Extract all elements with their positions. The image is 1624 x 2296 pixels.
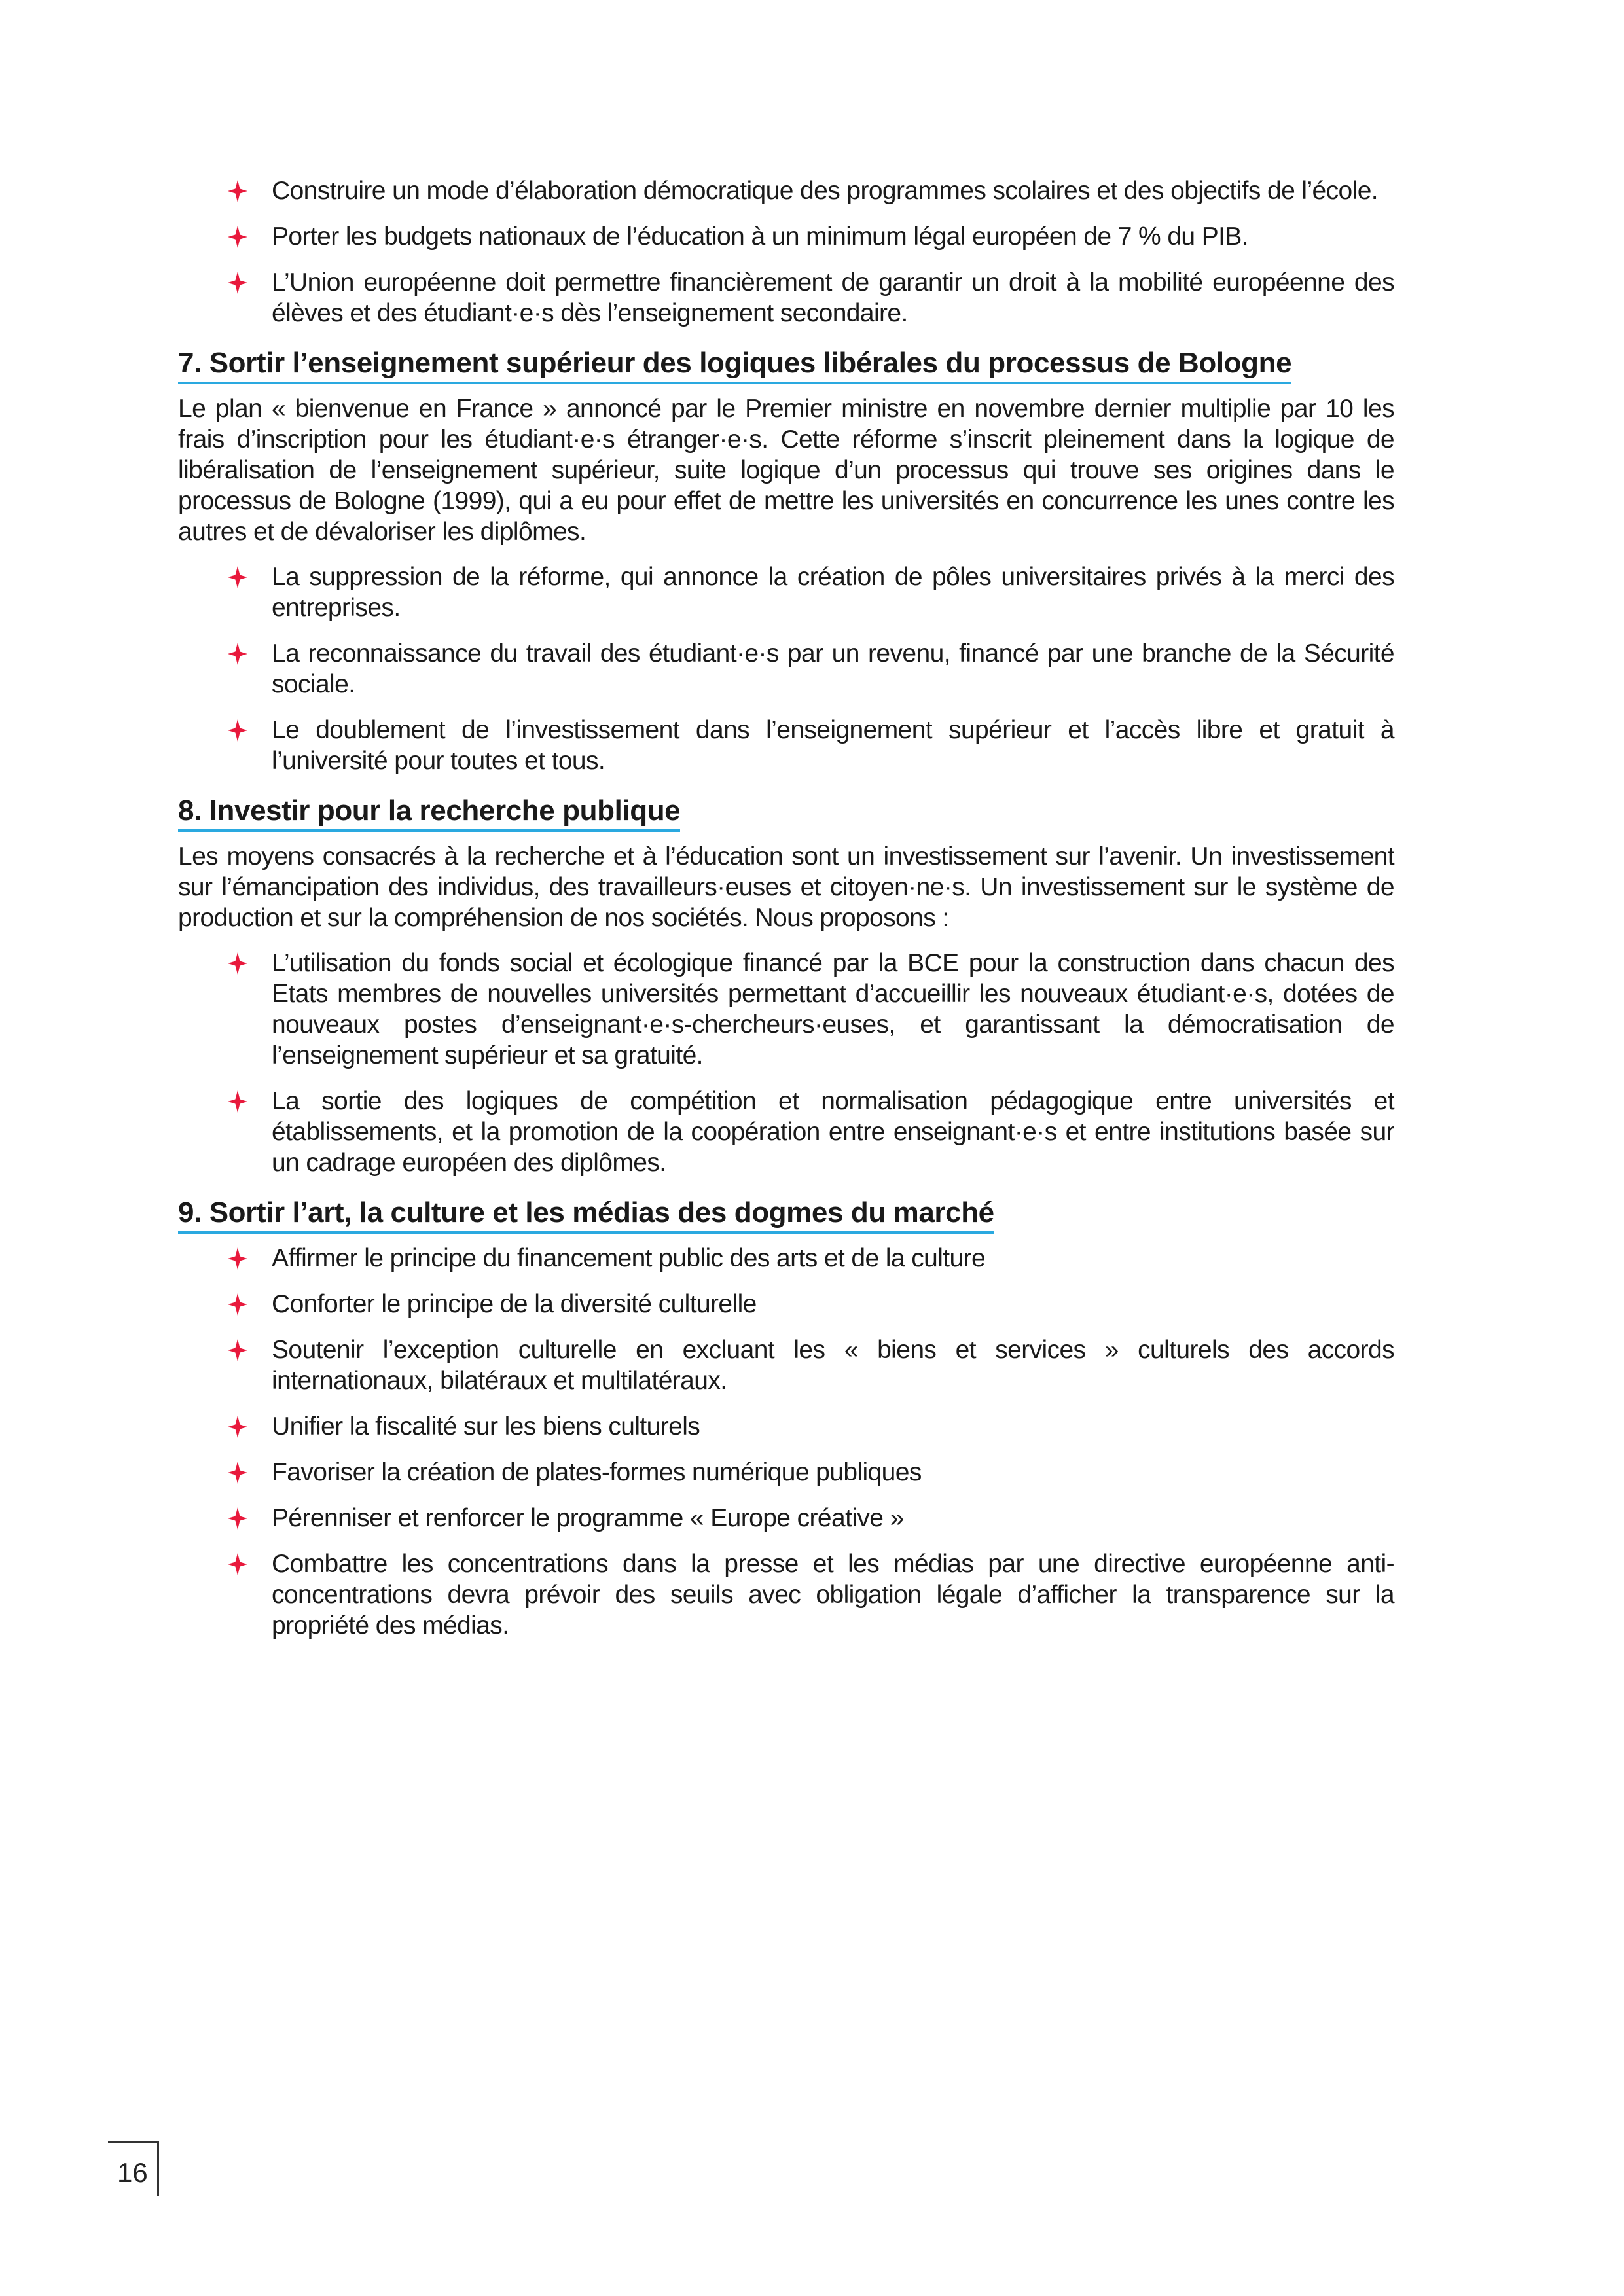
section-8: [178, 791, 1394, 1178]
list-item: [272, 715, 1394, 776]
list-item: [272, 221, 1394, 252]
bullet-text: Affirmer le principe du financement public des arts et de la culture: [272, 1244, 986, 1272]
bullet-text: Conforter le principe de la diversité culturelle: [272, 1290, 757, 1318]
list-item: [272, 267, 1394, 329]
bullet-text: Construire un mode d’élaboration démocratique des programmes scolaires et des objectifs de l’école.: [272, 177, 1379, 205]
list-item: [272, 1503, 1394, 1534]
bullet-text: Soutenir l’exception culturelle en excluant les « biens et services » culturels des accords internationaux, bilatéraux et multilatéraux.: [272, 1336, 1394, 1395]
section-7: [178, 344, 1394, 776]
list-item: [272, 562, 1394, 623]
bullet-text: La suppression de la réforme, qui annonce la création de pôles universitaires privés à la merci des entreprises.: [272, 563, 1394, 622]
bullet-text: Unifier la fiscalité sur les biens culturels: [272, 1412, 700, 1441]
list-item: [272, 1335, 1394, 1396]
section-heading: 7. Sortir l’enseignement supérieur des logiques libérales du processus de Bologne: [178, 346, 1291, 384]
list-item: [272, 638, 1394, 700]
four-point-star-bullet-icon: [228, 1553, 247, 1575]
section-9: [178, 1193, 1394, 1641]
page-number-box: [108, 2141, 159, 2196]
bullet-text: La sortie des logiques de compétition et normalisation pédagogique entre universités et établissements, et la promotion de la coopération entre enseignant·e·s et entre institutions basée sur un cadrage européen des diplômes.: [272, 1087, 1394, 1177]
four-point-star-bullet-icon: [228, 1339, 247, 1361]
section-heading: 9. Sortir l’art, la culture et les médias des dogmes du marché: [178, 1196, 994, 1234]
bullet-text: Combattre les concentrations dans la presse et les médias par une directive européenne anti-concentrations devra prévoir des seuils avec obligation légale d’afficher la transparence sur la propriété des médias.: [272, 1550, 1394, 1640]
page-content: [178, 175, 1394, 1656]
bullet-text: Pérenniser et renforcer le programme « Europe créative »: [272, 1504, 904, 1532]
list-item: [272, 1457, 1394, 1488]
four-point-star-bullet-icon: [228, 180, 247, 202]
bullet-text: La reconnaissance du travail des étudiant·e·s par un revenu, financé par une branche de la Sécurité sociale.: [272, 639, 1394, 698]
list-item: [272, 1289, 1394, 1319]
four-point-star-bullet-icon: [228, 226, 247, 248]
four-point-star-bullet-icon: [228, 1293, 247, 1316]
four-point-star-bullet-icon: [228, 1462, 247, 1484]
section-heading: 8. Investir pour la recherche publique: [178, 794, 680, 832]
four-point-star-bullet-icon: [228, 272, 247, 294]
four-point-star-bullet-icon: [228, 1507, 247, 1530]
four-point-star-bullet-icon: [228, 643, 247, 665]
section-bullet-list: [178, 948, 1394, 1178]
four-point-star-bullet-icon: [228, 1090, 247, 1113]
list-item: [272, 1243, 1394, 1274]
four-point-star-bullet-icon: [228, 566, 247, 588]
intro-bullet-list: [178, 175, 1394, 329]
bullet-text: Favoriser la création de plates-formes numérique publiques: [272, 1458, 922, 1486]
bullet-text: Porter les budgets nationaux de l’éducation à un minimum légal européen de 7 % du PIB.: [272, 223, 1249, 251]
four-point-star-bullet-icon: [228, 952, 247, 975]
list-item: [272, 1549, 1394, 1641]
section-bullet-list: [178, 1243, 1394, 1641]
page-number: 16: [117, 2157, 148, 2188]
section-paragraph: Les moyens consacrés à la recherche et à l’éducation sont un investissement sur l’avenir. Un investissement sur l’émancipation des individus, des travailleurs·euses et citoyen·ne·s. Un investissement sur le système de production et sur la compréhension de nos sociétés. Nous proposons :: [178, 842, 1394, 932]
list-item: [272, 1086, 1394, 1178]
list-item: [272, 1411, 1394, 1442]
section-paragraph: Le plan « bienvenue en France » annoncé par le Premier ministre en novembre dernier multiplie par 10 les frais d’inscription pour les étudiant·e·s étranger·e·s. Cette réforme s’inscrit pleinement dans la logique de libéralisation de l’enseignement supérieur, suite logique d’un processus qui trouve ses origines dans le processus de Bologne (1999), qui a eu pour effet de mettre les universités en concurrence les unes contre les autres et de dévaloriser les diplômes.: [178, 395, 1394, 546]
four-point-star-bullet-icon: [228, 719, 247, 742]
bullet-text: Le doublement de l’investissement dans l’enseignement supérieur et l’accès libre et gratuit à l’université pour toutes et tous.: [272, 716, 1394, 775]
bullet-text: L’utilisation du fonds social et écologique financé par la BCE pour la construction dans chacun des Etats membres de nouvelles universités permettant d’accueillir les nouveaux étudiant·e·s, dotées de nouveaux postes d’enseignant·e·s-chercheurs·euses, et garantissant la démocratisation de l’enseignement supérieur et sa gratuité.: [272, 949, 1394, 1069]
list-item: [272, 948, 1394, 1071]
bullet-text: L’Union européenne doit permettre financièrement de garantir un droit à la mobilité européenne des élèves et des étudiant·e·s dès l’enseignement secondaire.: [272, 268, 1394, 327]
section-bullet-list: [178, 562, 1394, 776]
four-point-star-bullet-icon: [228, 1416, 247, 1438]
list-item: [272, 175, 1394, 206]
four-point-star-bullet-icon: [228, 1247, 247, 1270]
